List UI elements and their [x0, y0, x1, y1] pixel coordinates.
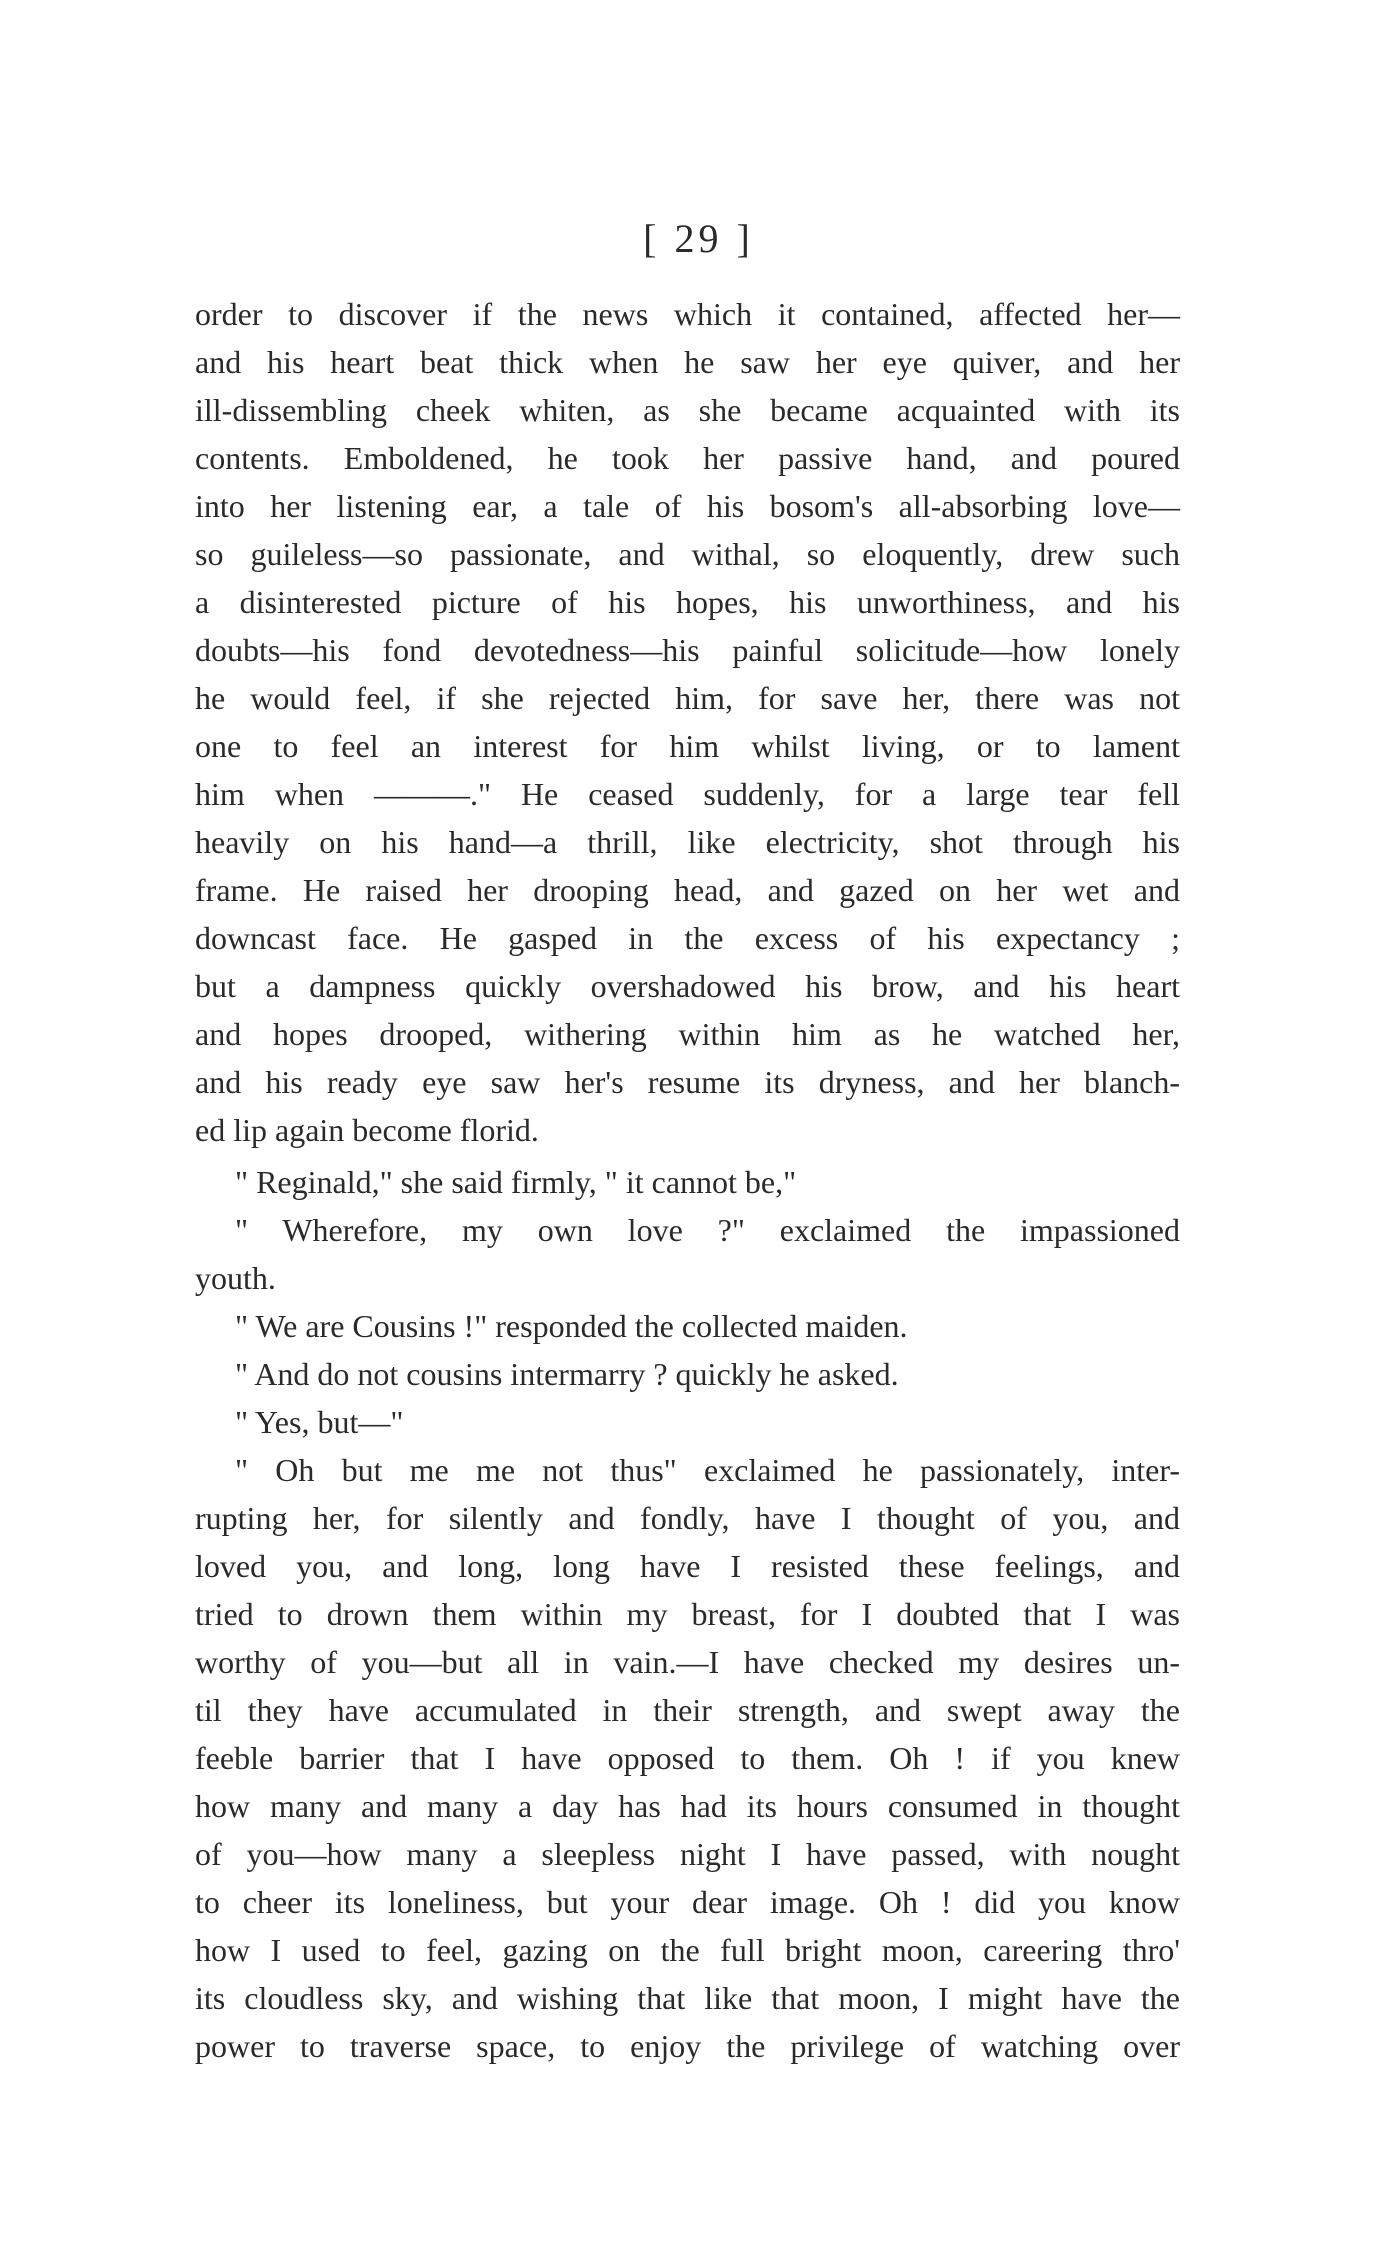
text-line: rupting her, for silently and fondly, have I thought of you, and	[195, 1500, 1180, 1536]
text-line: frame. He raised her drooping head, and gazed on her wet and	[195, 872, 1180, 908]
body-text	[195, 290, 1180, 2070]
text-line: worthy of you—but all in vain.—I have checked my desires un-	[195, 1644, 1180, 1680]
text-line: loved you, and long, long have I resisted these feelings, and	[195, 1548, 1180, 1584]
text-line: contents. Emboldened, he took her passive hand, and poured	[195, 440, 1180, 476]
text-line: " Reginald," she said firmly, " it cannot be,"	[235, 1164, 797, 1200]
text-line: a disinterested picture of his hopes, his unworthiness, and his	[195, 584, 1180, 620]
text-line: order to discover if the news which it contained, affected her—	[195, 296, 1180, 332]
text-line: tried to drown them within my breast, for I doubted that I was	[195, 1596, 1180, 1632]
text-line: " Yes, but—"	[235, 1404, 404, 1440]
text-line: so guileless—so passionate, and withal, so eloquently, drew such	[195, 536, 1180, 572]
text-line: heavily on his hand—a thrill, like electricity, shot through his	[195, 824, 1180, 860]
text-line: power to traverse space, to enjoy the privilege of watching over	[195, 2028, 1180, 2064]
text-line: " And do not cousins intermarry ? quickly he asked.	[235, 1356, 899, 1392]
text-line: feeble barrier that I have opposed to them. Oh ! if you knew	[195, 1740, 1180, 1776]
text-line: ill-dissembling cheek whiten, as she became acquainted with its	[195, 392, 1180, 428]
text-line: one to feel an interest for him whilst living, or to lament	[195, 728, 1180, 764]
text-line: and hopes drooped, withering within him as he watched her,	[195, 1016, 1180, 1052]
text-line: " We are Cousins !" responded the collected maiden.	[235, 1308, 908, 1344]
text-line: but a dampness quickly overshadowed his brow, and his heart	[195, 968, 1180, 1004]
text-line: to cheer its loneliness, but your dear image. Oh ! did you know	[195, 1884, 1180, 1920]
text-line: him when ———." He ceased suddenly, for a large tear fell	[195, 776, 1180, 812]
text-line: " Oh but me me not thus" exclaimed he passionately, inter-	[235, 1452, 1180, 1488]
text-line: and his heart beat thick when he saw her eye quiver, and her	[195, 344, 1180, 380]
text-line: til they have accumulated in their strength, and swept away the	[195, 1692, 1180, 1728]
page-number: [ 29 ]	[643, 216, 754, 261]
text-line: " Wherefore, my own love ?" exclaimed the impassioned	[235, 1212, 1180, 1248]
text-line: into her listening ear, a tale of his bosom's all-absorbing love—	[195, 488, 1180, 524]
text-line: how I used to feel, gazing on the full bright moon, careering thro'	[195, 1932, 1180, 1968]
text-line: youth.	[195, 1260, 276, 1296]
text-line: he would feel, if she rejected him, for save her, there was not	[195, 680, 1180, 716]
text-line: doubts—his fond devotedness—his painful solicitude—how lonely	[195, 632, 1180, 668]
text-line: how many and many a day has had its hours consumed in thought	[195, 1788, 1180, 1824]
text-line: and his ready eye saw her's resume its dryness, and her blanch-	[195, 1064, 1180, 1100]
text-line: ed lip again become florid.	[195, 1112, 539, 1148]
text-line: its cloudless sky, and wishing that like that moon, I might have the	[195, 1980, 1180, 2016]
text-line: downcast face. He gasped in the excess of his expectancy ;	[195, 920, 1180, 956]
text-line: of you—how many a sleepless night I have passed, with nought	[195, 1836, 1180, 1872]
